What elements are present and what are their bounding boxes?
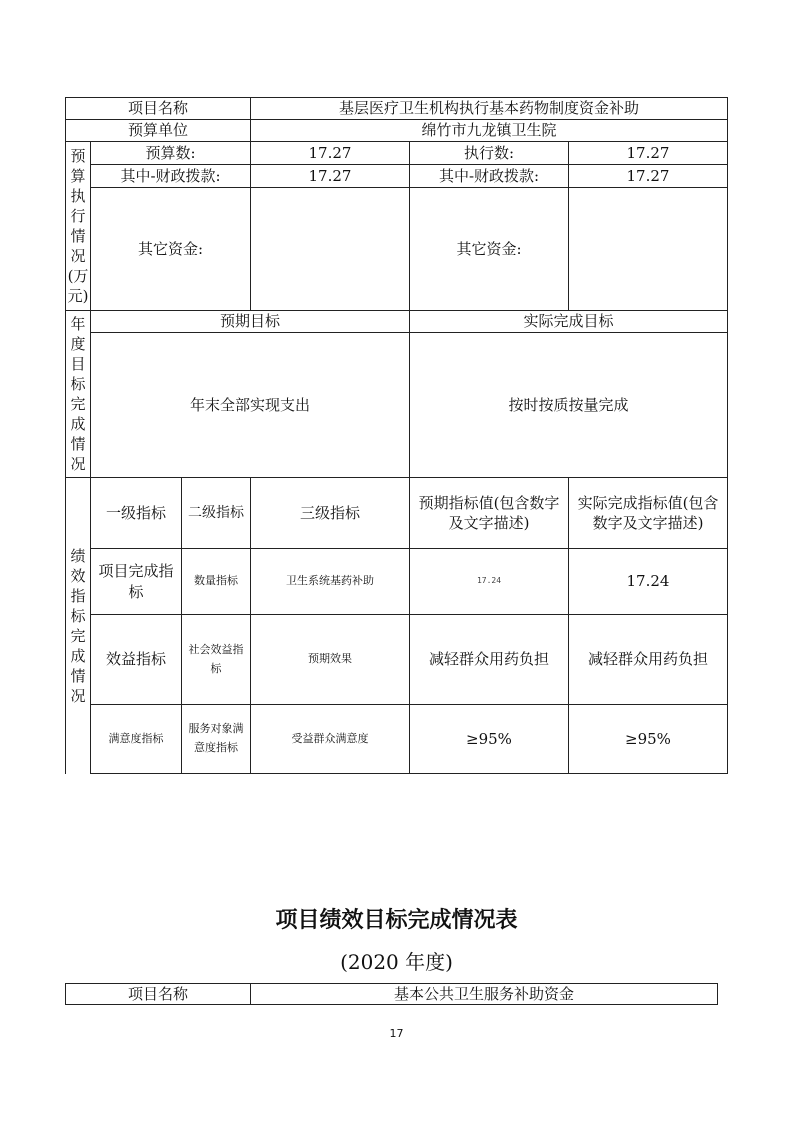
row1-level2: 数量指标 <box>194 574 238 588</box>
row3-level1: 满意度指标 <box>108 731 164 745</box>
row2-level1: 效益指标 <box>105 650 166 669</box>
performance-section-label: 绩 效 指 标 完 成 情 况 <box>70 547 86 705</box>
row1-level3: 卫生系统基药补助 <box>286 574 374 588</box>
actual-goal-value: 按时按质按量完成 <box>508 395 629 414</box>
row3-level2: 服务对象满意度指标 <box>188 722 244 754</box>
section2-title: 项目绩效目标完成情况表 <box>275 908 518 933</box>
expected-goal-value: 年末全部实现支出 <box>189 395 310 414</box>
budget-unit-value: 绵竹市九龙镇卫生院 <box>421 121 557 140</box>
row2-level3: 预期效果 <box>308 652 352 666</box>
fiscal-allocation-value-budget: 17.27 <box>308 166 352 185</box>
annual-goal-section-label: 年 度 目 标 完 成 情 况 <box>70 315 86 473</box>
row2-level2: 社会效益指标 <box>188 642 244 675</box>
row1-level1: 项目完成指标 <box>98 562 174 601</box>
row1-actual-value: 17.24 <box>626 572 670 591</box>
header-level2-indicator: 二级指标 <box>188 504 244 521</box>
page-number: 17 <box>389 1027 404 1040</box>
budget-execution-section-label: 预 算 执 行 情 况 (万 元) <box>67 147 89 305</box>
execution-amount-label: 执行数: <box>463 143 515 162</box>
budget-amount-value: 17.27 <box>308 143 352 162</box>
row3-expected-value: ≥95% <box>466 729 512 748</box>
row2-expected-value: 减轻群众用药负担 <box>428 650 549 669</box>
section2-project-name-value: 基本公共卫生服务补助资金 <box>393 984 574 1003</box>
row3-level3: 受益群众满意度 <box>291 731 369 745</box>
fiscal-allocation-value-exec: 17.27 <box>626 166 670 185</box>
other-funds-label-budget: 其它资金: <box>137 239 204 258</box>
budget-amount-label: 预算数: <box>145 143 196 162</box>
actual-goal-header: 实际完成目标 <box>523 312 614 331</box>
header-actual-value: 实际完成指标值(包含数字及文字描述) <box>577 493 719 532</box>
execution-amount-value: 17.27 <box>626 143 670 162</box>
section2-year: (2020 年度) <box>340 950 453 974</box>
row3-actual-value: ≥95% <box>625 729 671 748</box>
section2-project-name-label: 项目名称 <box>127 984 188 1003</box>
header-level1-indicator: 一级指标 <box>105 503 166 522</box>
row2-actual-value: 减轻群众用药负担 <box>587 650 708 669</box>
project-name-value: 基层医疗卫生机构执行基本药物制度资金补助 <box>338 99 639 118</box>
project-name-label: 项目名称 <box>127 99 188 118</box>
header-expected-value: 预期指标值(包含数字及文字描述) <box>418 493 560 532</box>
fiscal-allocation-label-budget: 其中-财政拨款: <box>120 166 221 185</box>
row1-expected-value: 17.24 <box>476 576 502 586</box>
fiscal-allocation-label-exec: 其中-财政拨款: <box>438 166 540 185</box>
other-funds-label-exec: 其它资金: <box>456 239 522 258</box>
expected-goal-header: 预期目标 <box>219 312 280 331</box>
budget-unit-label: 预算单位 <box>127 121 188 140</box>
header-level3-indicator: 三级指标 <box>299 503 360 522</box>
